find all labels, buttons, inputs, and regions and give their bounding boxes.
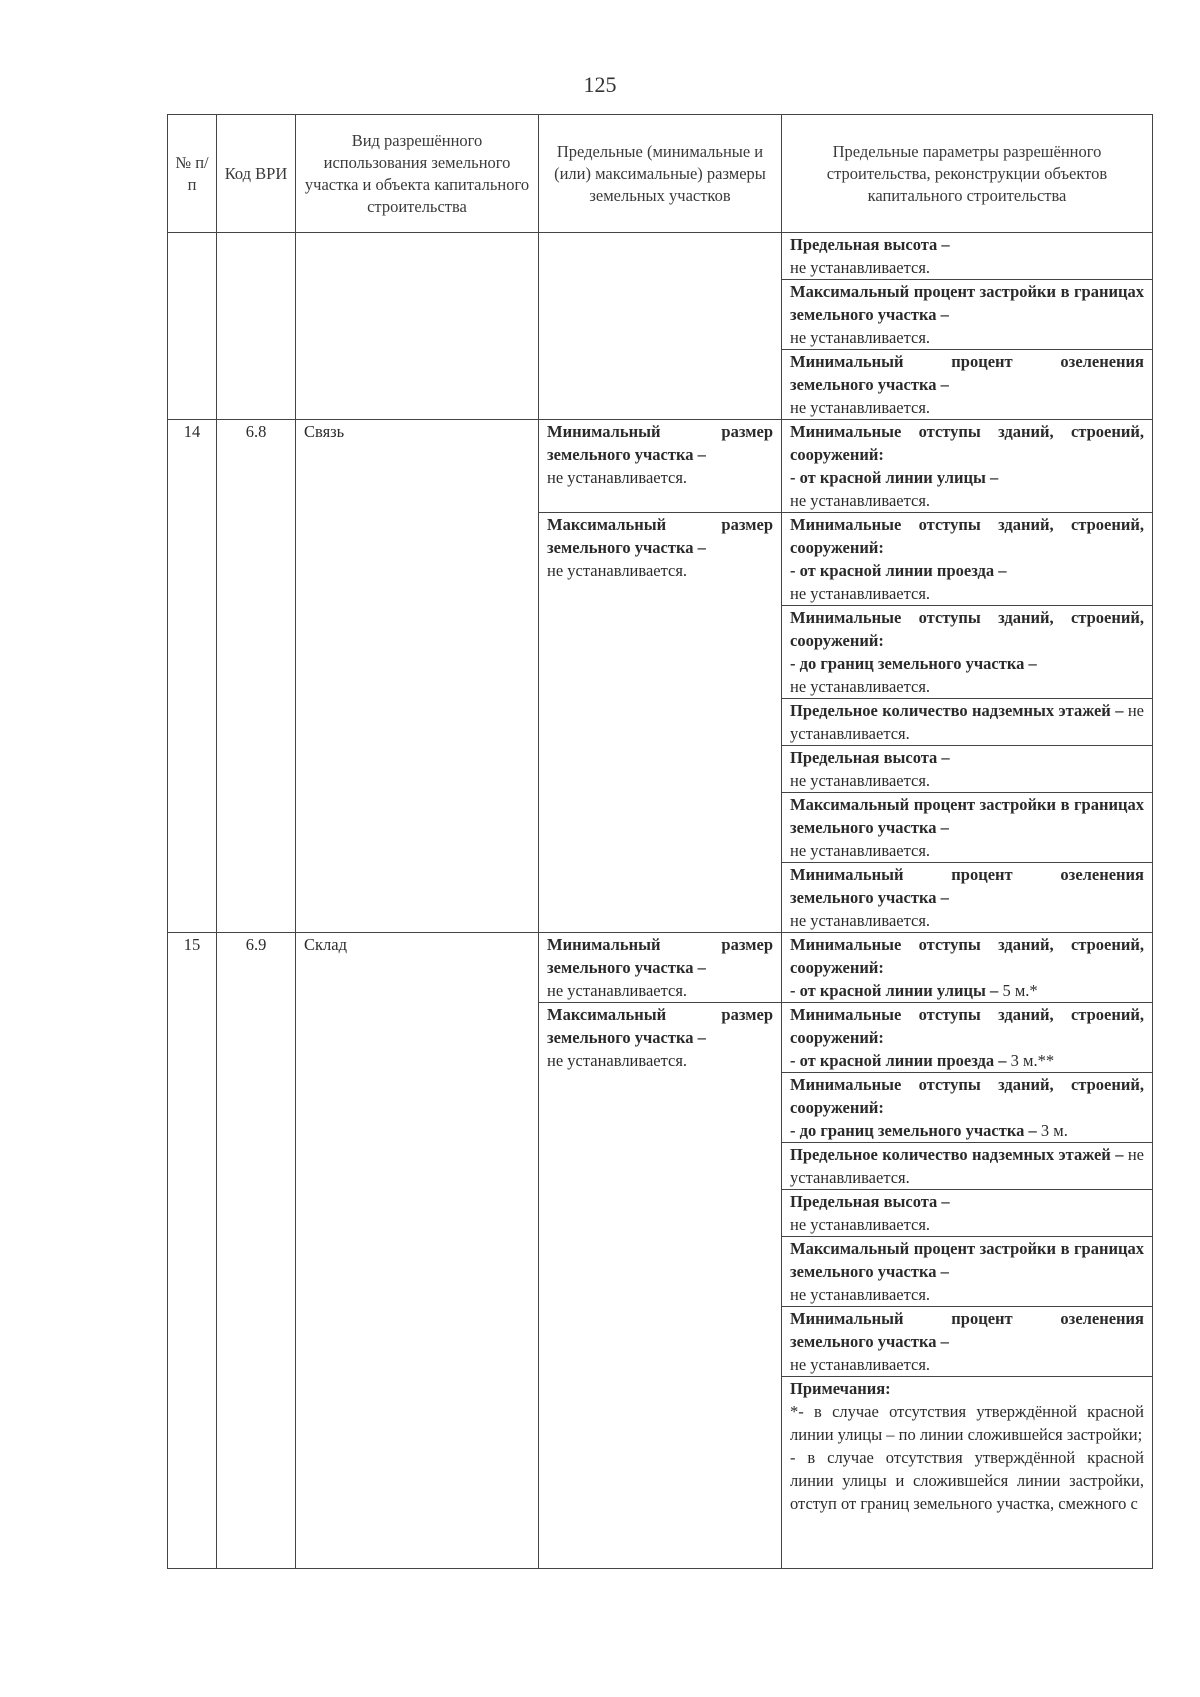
cont-code-cell	[217, 233, 296, 420]
param-cell: Минимальные отступы зданий, строений, сооружений: - до границ земельного участка – не устанавливается.	[782, 606, 1153, 699]
table-row	[168, 933, 1153, 1003]
param-cell: Максимальный процент застройки в границах земельного участка – не устанавливается.	[782, 280, 1153, 350]
cont-size-cell	[539, 233, 782, 420]
max-size-cell: Максимальный размер земельного участка – не устанавливается.	[539, 1003, 782, 1569]
header-params: Предельные параметры разрешённого строительства, реконструкции объектов капитального строительства	[782, 115, 1153, 233]
header-number: № п/п	[168, 115, 217, 233]
param-cell: Предельная высота – не устанавливается.	[782, 1190, 1153, 1237]
row-usage: Склад	[296, 933, 539, 1569]
param-cell: Максимальный процент застройки в границах земельного участка – не устанавливается.	[782, 793, 1153, 863]
param-cell: Минимальные отступы зданий, строений, сооружений: - от красной линии проезда – 3 м.**	[782, 1003, 1153, 1073]
cont-usage-cell	[296, 233, 539, 420]
header-sizes: Предельные (минимальные и (или) максимальные) размеры земельных участков	[539, 115, 782, 233]
min-size-cell: Минимальный размер земельного участка – не устанавливается.	[539, 420, 782, 513]
header-usage: Вид разрешённого использования земельного участка и объекта капитального строительства	[296, 115, 539, 233]
row-usage: Связь	[296, 420, 539, 933]
param-cell: Предельная высота – не устанавливается.	[782, 746, 1153, 793]
param-cell: Предельное количество надземных этажей – не устанавливается.	[782, 699, 1153, 746]
param-cell: Минимальные отступы зданий, строений, сооружений: - от красной линии улицы – 5 м.*	[782, 933, 1153, 1003]
header-code: Код ВРИ	[217, 115, 296, 233]
param-cell: Предельное количество надземных этажей – не устанавливается.	[782, 1143, 1153, 1190]
max-size-cell: Максимальный размер земельного участка – не устанавливается.	[539, 513, 782, 933]
row-code: 6.8	[217, 420, 296, 933]
param-cell: Минимальные отступы зданий, строений, сооружений: - от красной линии проезда – не устанавливается.	[782, 513, 1153, 606]
param-cell: Минимальный процент озеленения земельного участка – не устанавливается.	[782, 863, 1153, 933]
notes-title: Примечания:	[790, 1379, 891, 1398]
param-cell: Минимальный процент озеленения земельного участка – не устанавливается.	[782, 1307, 1153, 1377]
cont-number-cell	[168, 233, 217, 420]
note-1: *- в случае отсутствия утверждённой красной линии улицы – по линии сложившейся застройки;	[790, 1402, 1144, 1444]
note-2: - в случае отсутствия утверждённой красной линии улицы и сложившейся линии застройки, отступ от границ земельного участка, смежного с	[790, 1448, 1144, 1513]
param-cell: Максимальный процент застройки в границах земельного участка – не устанавливается.	[782, 1237, 1153, 1307]
table-row	[168, 233, 1153, 280]
page-number: 125	[583, 72, 617, 97]
param-cell: Предельная высота – не устанавливается.	[782, 233, 1153, 280]
param-cell: Минимальный процент озеленения земельного участка – не устанавливается.	[782, 350, 1153, 420]
notes-cell	[782, 1377, 1153, 1569]
row-number: 14	[168, 420, 217, 933]
param-cell: Минимальные отступы зданий, строений, сооружений: - от красной линии улицы – не устанавливается.	[782, 420, 1153, 513]
row-number: 15	[168, 933, 217, 1569]
param-cell: Минимальные отступы зданий, строений, сооружений: - до границ земельного участка – 3 м.	[782, 1073, 1153, 1143]
min-size-cell: Минимальный размер земельного участка – не устанавливается.	[539, 933, 782, 1003]
table-header-row	[168, 115, 1153, 233]
regulations-table	[167, 114, 1153, 1569]
table-row	[168, 420, 1153, 513]
row-code: 6.9	[217, 933, 296, 1569]
